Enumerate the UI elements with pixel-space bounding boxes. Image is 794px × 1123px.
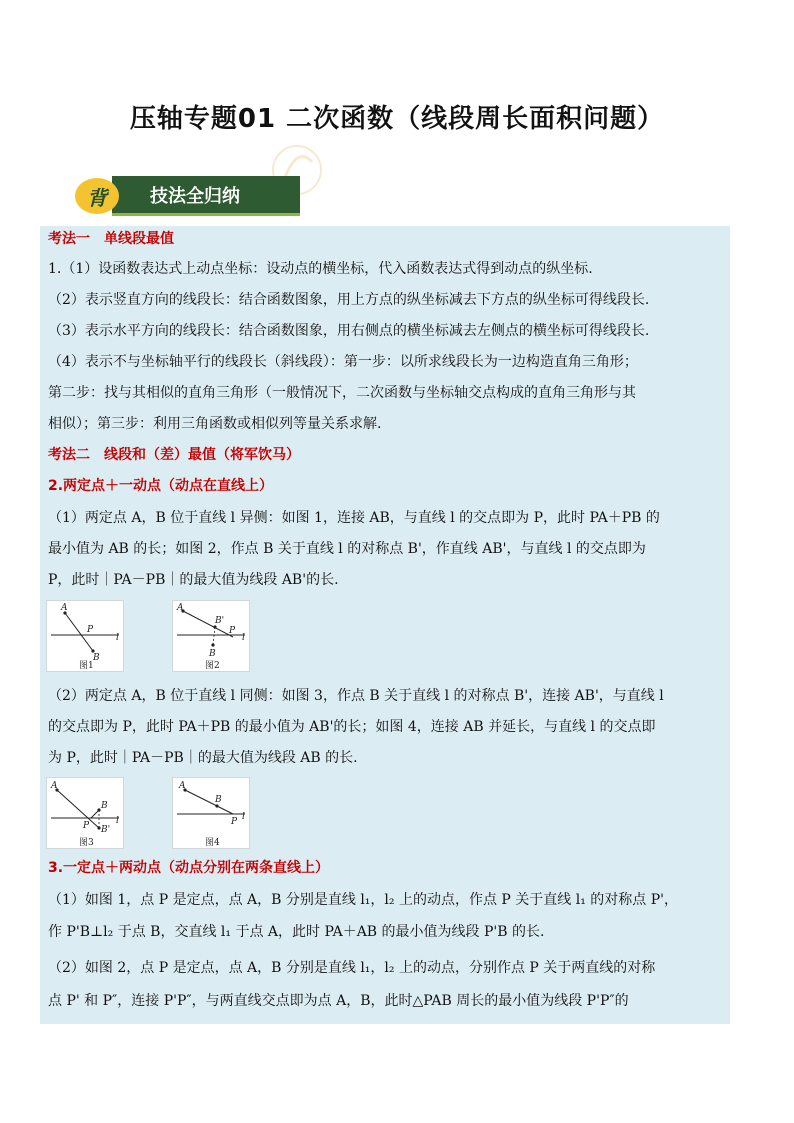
fig2-label-P: P bbox=[229, 626, 236, 636]
fig3-label-P: P bbox=[83, 821, 90, 831]
method-heading-1: 考法一 单线段最值 bbox=[48, 231, 174, 247]
sub-heading: 3.一定点＋两动点（动点分别在两条直线上） bbox=[48, 860, 330, 876]
text-line: 第二步：找与其相似的直角三角形（一般情况下，二次函数与坐标轴交点构成的直角三角形与其 bbox=[48, 385, 636, 401]
text-line: （1）两定点 A，B 位于直线 l 异侧：如图 1，连接 AB，与直线 l 的交点即为 P，此时 PA＋PB 的 bbox=[48, 510, 660, 526]
text-line: （2）表示竖直方向的线段长：结合函数图象，用上方点的纵坐标减去下方点的纵坐标可得线段长. bbox=[48, 292, 650, 308]
text-line: （2）两定点 A，B 位于直线 l 同侧：如图 3，作点 B 关于直线 l 的对称点 B'，连接 AB'，与直线 l bbox=[48, 688, 664, 704]
fig3-label-B: B bbox=[101, 801, 108, 811]
sub-heading: 2.两定点＋一动点（动点在直线上） bbox=[48, 478, 274, 494]
fig3-label-A: A bbox=[51, 781, 58, 791]
figure-4 bbox=[172, 777, 250, 849]
fig3-label-l: l bbox=[116, 816, 119, 826]
figure-2 bbox=[172, 600, 250, 672]
text-line: 作 P'B⊥l₂ 于点 B，交直线 l₁ 于点 A，此时 PA＋AB 的最小值为线段 P'B 的长. bbox=[48, 924, 545, 940]
fig1-label-B: B bbox=[93, 653, 100, 663]
figure-1 bbox=[46, 600, 124, 672]
section-banner bbox=[112, 176, 300, 216]
banner-badge: 背 bbox=[75, 178, 119, 214]
fig4-label-A: A bbox=[179, 781, 186, 791]
page-title: 压轴专题01 二次函数（线段周长面积问题） bbox=[129, 104, 665, 134]
fig4-label-l: l bbox=[242, 812, 245, 822]
text-line: （4）表示不与坐标轴平行的线段长（斜线段）：第一步：以所求线段长为一边构造直角三角形； bbox=[48, 354, 638, 370]
text-line: （3）表示水平方向的线段长：结合函数图象，用右侧点的横坐标减去左侧点的横坐标可得线段长. bbox=[48, 323, 650, 339]
fig2-caption: 图2 bbox=[205, 661, 220, 671]
text-line: （2）如图 2，点 P 是定点，点 A，B 分别是直线 l₁，l₂ 上的动点，分别作点 P 关于两直线的对称 bbox=[48, 960, 656, 976]
fig2-label-A: A bbox=[177, 603, 184, 613]
text-line: 最小值为 AB 的长；如图 2，作点 B 关于直线 l 的对称点 B'，作直线 AB'，与直线 l 的交点即为 bbox=[48, 541, 646, 557]
fig3-label-B-prime: B' bbox=[101, 825, 111, 835]
fig1-caption: 图1 bbox=[79, 661, 94, 671]
text-line: 点 P' 和 P″，连接 P'P″，与两直线交点即为点 A，B，此时△PAB 周长的最小值为线段 P'P″的 bbox=[48, 993, 629, 1009]
fig4-label-B: B bbox=[215, 795, 222, 805]
figure-3 bbox=[46, 777, 124, 849]
fig1-label-l: l bbox=[116, 633, 119, 643]
text-line: 的交点即为 P，此时 PA＋PB 的最小值为 AB'的长；如图 4，连接 AB 并延长，与直线 l 的交点即 bbox=[48, 719, 656, 735]
text-line: 为 P，此时｜PA－PB｜的最大值为线段 AB 的长. bbox=[48, 750, 358, 766]
text-line: P，此时｜PA－PB｜的最大值为线段 AB'的长. bbox=[48, 572, 339, 588]
fig4-caption: 图4 bbox=[205, 838, 220, 848]
fig1-label-A: A bbox=[61, 603, 68, 613]
banner-label: 技法全归纳 bbox=[150, 185, 240, 207]
fig2-label-B-prime: B' bbox=[215, 616, 225, 626]
fig1-label-P: P bbox=[87, 625, 94, 635]
fig3-caption: 图3 bbox=[79, 838, 94, 848]
fig2-label-l: l bbox=[242, 633, 245, 643]
text-line: 1.（1）设函数表达式上动点坐标：设动点的横坐标，代入函数表达式得到动点的纵坐标. bbox=[48, 261, 593, 277]
text-line: （1）如图 1，点 P 是定点，点 A，B 分别是直线 l₁，l₂ 上的动点，作点 P 关于直线 l₁ 的对称点 P'， bbox=[48, 892, 678, 908]
fig2-label-B: B bbox=[209, 649, 216, 659]
method-heading-2: 考法二 线段和（差）最值（将军饮马） bbox=[48, 447, 300, 463]
text-line: 相似）；第三步：利用三角函数或相似列等量关系求解. bbox=[48, 416, 382, 432]
fig4-label-P: P bbox=[231, 817, 238, 827]
